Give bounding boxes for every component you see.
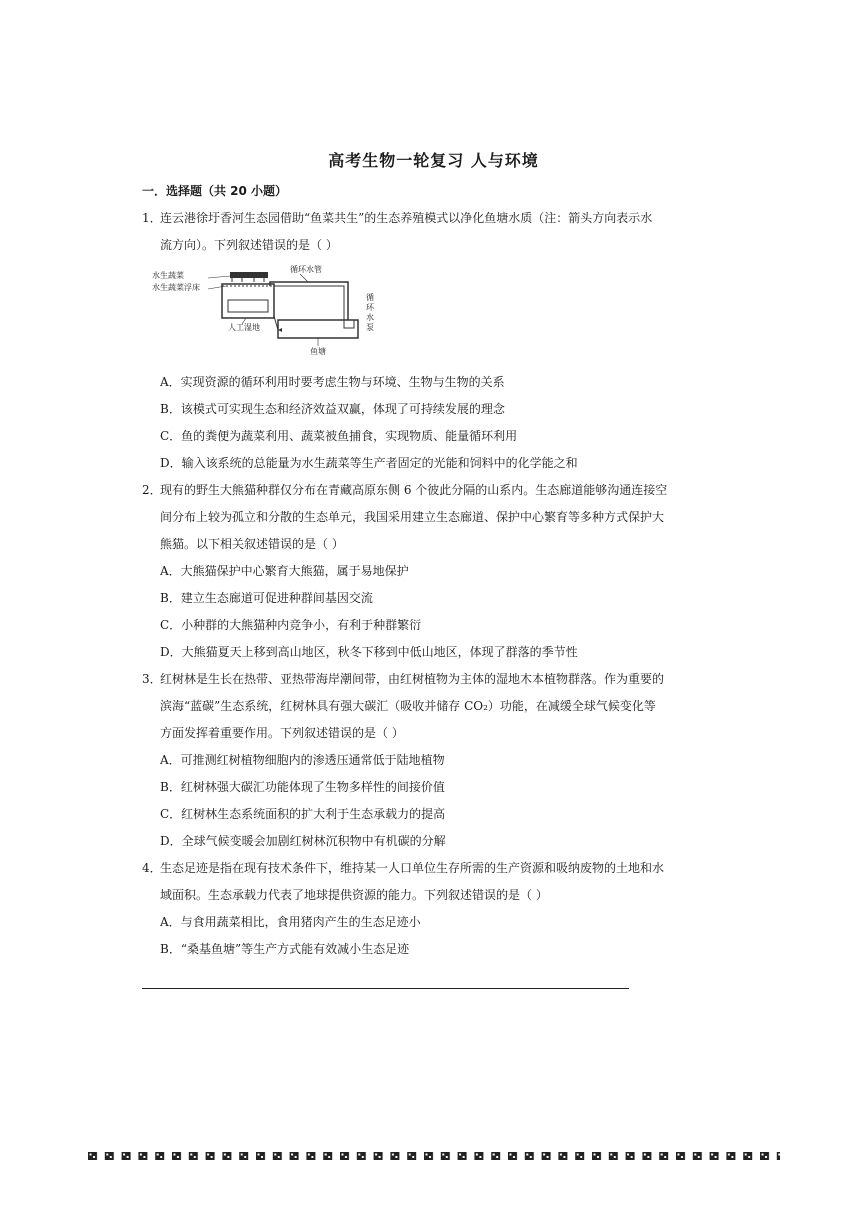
option-a: A．可推测红树植物细胞内的渗透压通常低于陆地植物 xyxy=(160,753,445,767)
section-heading: 一．选择题（共 20 小题） xyxy=(142,184,288,198)
question-text-line: 红树林是生长在热带、亚热带海岸潮间带，由红树植物为主体的湿地木本植物群落。作为重要的 xyxy=(160,672,665,686)
page-title: 高考生物一轮复习 人与环境 xyxy=(328,151,539,170)
option-d: D．大熊猫夏天上移到高山地区，秋冬下移到中低山地区，体现了群落的季节性 xyxy=(160,645,578,659)
question-text-line: 滨海“蓝碳”生态系统，红树林具有强大碳汇（吸收并储存 CO₂）功能，在减缓全球气候变化等 xyxy=(160,699,656,713)
label-circulation-pipe: 循环水管 xyxy=(290,265,322,274)
question-text-line: 现有的野生大熊猫种群仅分布在青藏高原东侧 6 个彼此分隔的山系内。生态廊道能够沟通连接空 xyxy=(160,483,668,497)
option-d: D．输入该系统的总能量为水生蔬菜等生产者固定的光能和饲料中的化学能之和 xyxy=(160,456,578,470)
question-number: 4． xyxy=(142,861,162,875)
fish-pond xyxy=(278,320,358,338)
option-c: C．红树林生态系统面积的扩大利于生态承载力的提高 xyxy=(160,807,446,821)
option-c: C．鱼的粪便为蔬菜利用、蔬菜被鱼捕食，实现物质、能量循环利用 xyxy=(160,429,518,443)
fish-vegetable-symbiosis-diagram xyxy=(150,260,410,360)
footer-rule xyxy=(142,988,629,989)
option-a: A．大熊猫保护中心繁育大熊猫，属于易地保护 xyxy=(160,564,409,578)
question-text-line: 间分布上较为孤立和分散的生态单元，我国采用建立生态廊道、保护中心繁育等多种方式保护大 xyxy=(160,510,665,524)
label-pump-char: 环 xyxy=(366,303,374,312)
footer-decoration-pattern xyxy=(88,1150,780,1164)
label-fish-pond: 鱼塘 xyxy=(310,347,326,356)
artificial-wetland-tank xyxy=(222,284,274,318)
label-artificial-wetland: 人工湿地 xyxy=(228,323,260,332)
question-text-line: 域面积。生态承载力代表了地球提供资源的能力。下列叙述错误的是（ ） xyxy=(160,888,548,902)
question-text-line: 方面发挥着重要作用。下列叙述错误的是（ ） xyxy=(160,726,404,740)
question-number: 3． xyxy=(142,672,162,686)
label-pump-char: 循 xyxy=(366,293,374,302)
question-text-line: 连云港徐圩香河生态园借助“鱼菜共生”的生态养殖模式以净化鱼塘水质（注：箭头方向表示水 xyxy=(160,211,653,225)
option-b: B．该模式可实现生态和经济效益双赢，体现了可持续发展的理念 xyxy=(160,402,505,416)
question-text-line: 流方向）。下列叙述错误的是（ ） xyxy=(160,238,338,252)
option-a: A．与食用蔬菜相比，食用猪肉产生的生态足迹小 xyxy=(160,915,421,929)
question-number: 2． xyxy=(142,483,162,497)
label-float-bed: 水生蔬菜浮床 xyxy=(152,283,200,292)
option-b: B．红树林强大碳汇功能体现了生物多样性的间接价值 xyxy=(160,780,445,794)
option-b: B．“桑基鱼塘”等生产方式能有效减小生态足迹 xyxy=(160,942,410,956)
option-a: A．实现资源的循环利用时要考虑生物与环境、生物与生物的关系 xyxy=(160,375,505,389)
circulation-pipe xyxy=(270,282,348,320)
circulation-pump xyxy=(344,320,354,328)
question-text-line: 生态足迹是指在现有技术条件下，维持某一人口单位生存所需的生产资源和吸纳废物的土地和水 xyxy=(160,861,665,875)
question-text-line: 熊猫。以下相关叙述错误的是（ ） xyxy=(160,537,344,551)
question-number: 1． xyxy=(142,211,162,225)
label-pump-char: 泵 xyxy=(366,323,374,332)
aquatic-vegetables-icon xyxy=(230,272,268,282)
label-aquatic-vegetables: 水生蔬菜 xyxy=(152,271,184,280)
option-b: B．建立生态廊道可促进种群间基因交流 xyxy=(160,591,373,605)
label-pump-char: 水 xyxy=(366,313,374,322)
option-c: C．小种群的大熊猫种内竞争小，有利于种群繁衍 xyxy=(160,618,422,632)
option-d: D．全球气候变暖会加剧红树林沉积物中有机碳的分解 xyxy=(160,834,446,848)
